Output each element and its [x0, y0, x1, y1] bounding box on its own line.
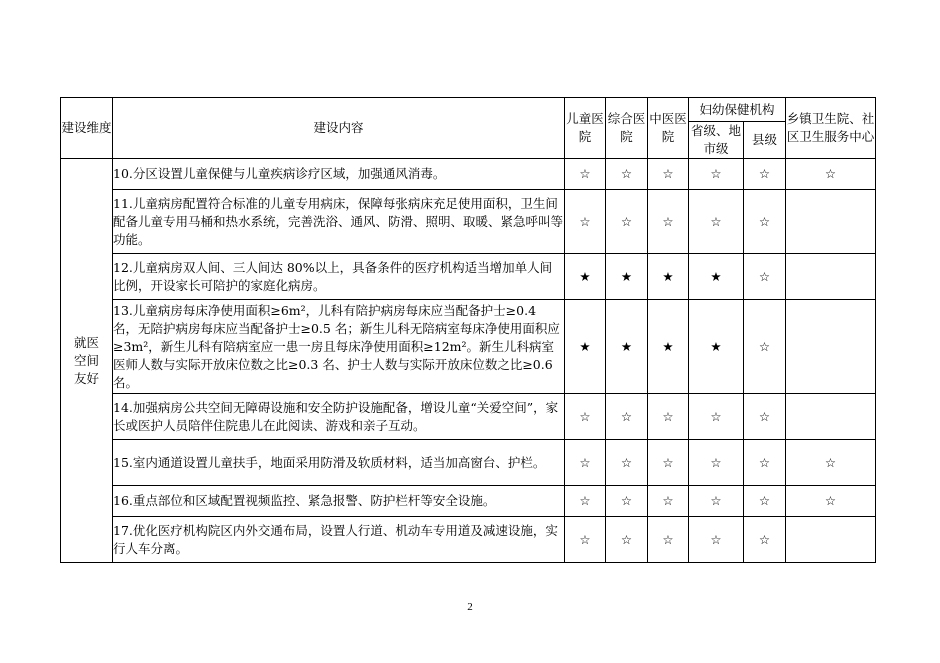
header-mch-county: 县级: [744, 122, 786, 159]
mark-childrens: ☆: [565, 190, 606, 254]
mark-mch-county: ☆: [744, 440, 786, 486]
mark-township: [786, 254, 876, 300]
mark-mch-county: ☆: [744, 486, 786, 517]
page-number: 2: [467, 601, 473, 613]
row-content: 16.重点部位和区域配置视频监控、紧急报警、防护栏杆等安全设施。: [113, 486, 565, 517]
mark-childrens: ☆: [565, 440, 606, 486]
mark-mch-county: ☆: [744, 159, 786, 190]
mark-mch-provincial: ☆: [689, 440, 744, 486]
header-mch-group: 妇幼保健机构: [689, 98, 786, 122]
mark-township: [786, 190, 876, 254]
row-content: 12.儿童病房双人间、三人间达 80%以上，具备条件的医疗机构适当增加单人间比例，开设家长可陪护的家庭化病房。: [113, 254, 565, 300]
mark-tcm: ☆: [648, 440, 689, 486]
header-township: 乡镇卫生院、社区卫生服务中心: [786, 98, 876, 159]
mark-general: ☆: [606, 440, 648, 486]
mark-mch-county: ☆: [744, 254, 786, 300]
category-label: 就医空间友好: [73, 334, 99, 386]
mark-childrens: ☆: [565, 517, 606, 563]
mark-mch-county: ☆: [744, 190, 786, 254]
mark-mch-provincial: ☆: [689, 394, 744, 440]
header-dimension: 建设维度: [61, 98, 113, 159]
mark-mch-county: ☆: [744, 517, 786, 563]
mark-childrens: ☆: [565, 394, 606, 440]
mark-mch-provincial: ☆: [689, 517, 744, 563]
mark-general: ☆: [606, 517, 648, 563]
mark-general: ☆: [606, 394, 648, 440]
header-content: 建设内容: [113, 98, 565, 159]
standards-table: [60, 97, 876, 563]
mark-tcm: ☆: [648, 486, 689, 517]
mark-tcm: ★: [648, 254, 689, 300]
row-content: 10.分区设置儿童保健与儿童疾病诊疗区域，加强通风消毒。: [113, 159, 565, 190]
row-content: 14.加强病房公共空间无障碍设施和安全防护设施配备，增设儿童“关爱空间”，家长或医护人员陪伴住院患儿在此阅读、游戏和亲子互动。: [113, 394, 565, 440]
header-mch-provincial: 省级、地市级: [689, 122, 744, 159]
mark-mch-provincial: ★: [689, 254, 744, 300]
mark-general: ☆: [606, 159, 648, 190]
row-content: 13.儿童病房每床净使用面积≥6m²，儿科有陪护病房每床应当配备护士≥0.4 名，无陪护病房每床应当配备护士≥0.5 名；新生儿科无陪病室每床净使用面积应≥3m²，新生儿科有陪病室应一患一房且每床净使用面积≥12m²。新生儿科病室医师人数与实际开放床位数之比≥0.3 名、护士人数与实际开放床位数之比≥0.6 名。: [113, 300, 565, 394]
row-content: 15.室内通道设置儿童扶手，地面采用防滑及软质材料，适当加高窗台、护栏。: [113, 440, 565, 486]
mark-childrens: ☆: [565, 159, 606, 190]
mark-tcm: ☆: [648, 517, 689, 563]
mark-tcm: ☆: [648, 159, 689, 190]
mark-general: ☆: [606, 486, 648, 517]
header-general-hospital: 综合医院: [606, 98, 648, 159]
category-cell: [61, 159, 113, 563]
mark-tcm: ☆: [648, 394, 689, 440]
mark-general: ★: [606, 254, 648, 300]
row-content: 11.儿童病房配置符合标准的儿童专用病床，保障每张病床充足使用面积，卫生间配备儿童专用马桶和热水系统，完善洗浴、通风、防滑、照明、取暖、紧急呼叫等功能。: [113, 190, 565, 254]
mark-township: [786, 300, 876, 394]
mark-mch-county: ☆: [744, 300, 786, 394]
mark-childrens: ☆: [565, 486, 606, 517]
mark-township: [786, 517, 876, 563]
mark-general: ★: [606, 300, 648, 394]
mark-tcm: ★: [648, 300, 689, 394]
mark-township: ☆: [786, 486, 876, 517]
mark-township: ☆: [786, 159, 876, 190]
mark-childrens: ★: [565, 300, 606, 394]
mark-township: [786, 394, 876, 440]
row-content: 17.优化医疗机构院区内外交通布局，设置人行道、机动车专用道及减速设施，实行人车分离。: [113, 517, 565, 563]
mark-mch-county: ☆: [744, 394, 786, 440]
mark-mch-provincial: ☆: [689, 486, 744, 517]
header-tcm-hospital: 中医医院: [648, 98, 689, 159]
mark-mch-provincial: ☆: [689, 190, 744, 254]
mark-general: ☆: [606, 190, 648, 254]
mark-mch-provincial: ★: [689, 300, 744, 394]
mark-tcm: ☆: [648, 190, 689, 254]
mark-mch-provincial: ☆: [689, 159, 744, 190]
header-childrens-hospital: 儿童医院: [565, 98, 606, 159]
mark-childrens: ★: [565, 254, 606, 300]
mark-township: ☆: [786, 440, 876, 486]
